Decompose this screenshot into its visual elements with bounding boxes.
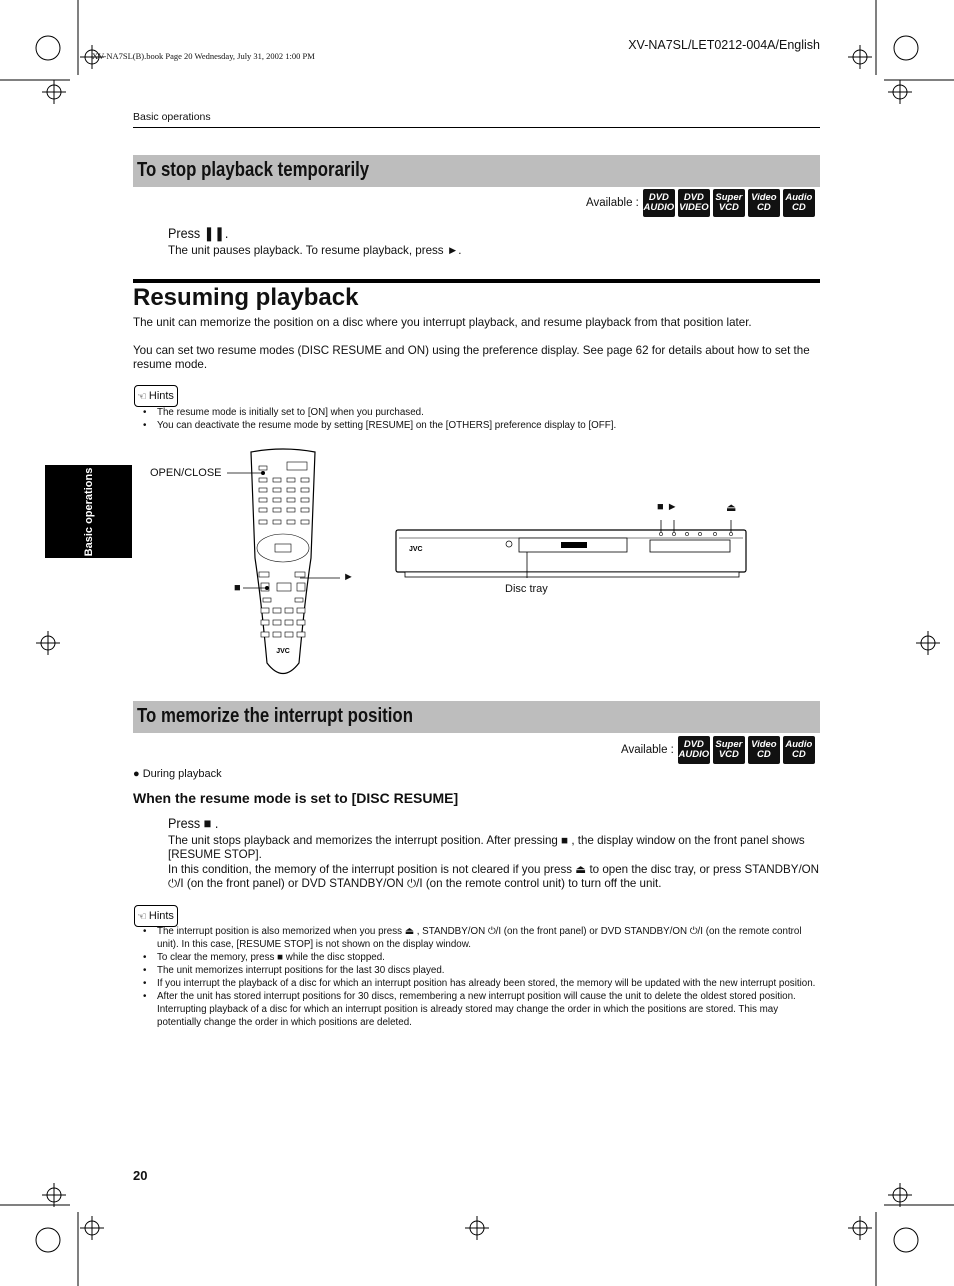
stop-description: The unit pauses playback. To resume playback, press ►. <box>168 244 462 257</box>
resume-hints-list <box>133 406 823 432</box>
player-brand: JVC <box>409 546 423 553</box>
side-tab: Basic operations <box>45 465 132 558</box>
resume-rule <box>133 279 820 283</box>
list-item: • To clear the memory, press ■ while the disc stopped. <box>133 951 823 964</box>
stop-press-instruction: Press ❚❚. <box>168 225 229 241</box>
label-open-close: OPEN/CLOSE <box>150 467 222 479</box>
list-item: • If you interrupt the playback of a disc for which an interrupt position has already been stored, the memory will be updated with the new interrupt position. <box>133 977 823 990</box>
stop-section-title: To stop playback temporarily <box>137 159 370 181</box>
hand-icon: ☜ <box>137 910 147 923</box>
badge-dvd-video: DVD VIDEO <box>678 189 710 217</box>
stop-available <box>586 189 815 217</box>
hints-box: ☜ Hints <box>134 385 178 407</box>
remote-stop-label: ■ <box>234 582 241 594</box>
list-item: • After the unit has stored interrupt positions for 30 discs, remembering a new interrupt position will cause the unit to delete the oldest stored position. Interrupting playback of a disc for which an interrupt position is already stored may change the order in which the positions are stored. This may potentially change the order in which positions are deleted. <box>133 990 823 1029</box>
list-item: • The resume mode is initially set to [ON] when you purchased. <box>133 406 823 419</box>
badge-super-vcd: Super VCD <box>713 736 745 764</box>
list-item: • The unit memorizes interrupt positions for the last 30 discs played. <box>133 964 823 977</box>
memorize-available <box>621 736 815 764</box>
badge-dvd-audio: DVD AUDIO <box>678 736 710 764</box>
memorize-hints-list <box>133 925 823 1029</box>
resume-title: Resuming playback <box>133 284 359 311</box>
memorize-press-instruction: Press ■ . <box>168 815 219 831</box>
page-number: 20 <box>133 1168 148 1183</box>
badge-audio-cd: Audio CD <box>783 189 815 217</box>
available-label: Available : <box>621 744 674 756</box>
list-item: • You can deactivate the resume mode by setting [RESUME] on the [OTHERS] preference display to [OFF]. <box>133 419 823 432</box>
dvd-player-illustration <box>395 520 750 580</box>
document-id: XV-NA7SL/LET0212-004A/English <box>628 38 820 52</box>
memorize-paragraph-2: In this condition, the memory of the interrupt position is not cleared if you press ⏏ to open the disc tray, or press STANDBY/ON ⏻/I (on the front panel) or DVD STANDBY/ON ⏻/I (on the remote control unit) to turn off the unit. <box>168 863 820 890</box>
badge-audio-cd: Audio CD <box>783 736 815 764</box>
available-label: Available : <box>586 197 639 209</box>
badge-dvd-audio: DVD AUDIO <box>643 189 675 217</box>
badge-video-cd: Video CD <box>748 736 780 764</box>
hand-icon: ☜ <box>137 390 147 403</box>
player-stop-play-label: ■ ► <box>657 501 678 513</box>
memorize-badges <box>678 736 815 764</box>
list-item: • The interrupt position is also memorized when you press ⏏ , STANDBY/ON ⏻/I (on the front panel) or DVD STANDBY/ON ⏻/I (on the remote control unit). In this case, [RESUME STOP] is not shown on the display window. <box>133 925 823 951</box>
stop-section-band <box>133 155 820 187</box>
header-rule <box>133 127 820 128</box>
resume-paragraph-1: The unit can memorize the position on a disc where you interrupt playback, and resume playback from that position later. <box>133 316 752 329</box>
label-disc-tray: Disc tray <box>505 583 548 595</box>
memorize-section-title: To memorize the interrupt position <box>137 705 413 727</box>
book-line: XV-NA7SL(B).book Page 20 Wednesday, July 31, 2002 1:00 PM <box>92 51 315 61</box>
remote-brand: JVC <box>276 648 290 655</box>
section-header: Basic operations <box>133 111 211 123</box>
during-playback: ● During playback <box>133 768 222 780</box>
player-eject-label: ⏏ <box>726 502 737 514</box>
memorize-section-band <box>133 701 820 733</box>
remote-play-label: ► <box>343 571 354 583</box>
stop-badges <box>643 189 815 217</box>
memorize-paragraph-1: The unit stops playback and memorizes the interrupt position. After pressing ■ , the display window on the front panel shows [RESUME STOP]. <box>168 834 805 861</box>
badge-super-vcd: Super VCD <box>713 189 745 217</box>
memorize-subheading: When the resume mode is set to [DISC RESUME] <box>133 790 459 806</box>
hints-box: ☜ Hints <box>134 905 178 927</box>
badge-video-cd: Video CD <box>748 189 780 217</box>
resume-paragraph-2: You can set two resume modes (DISC RESUME and ON) using the preference display. See page 62 for details about how to set the resume mode. <box>133 344 810 371</box>
